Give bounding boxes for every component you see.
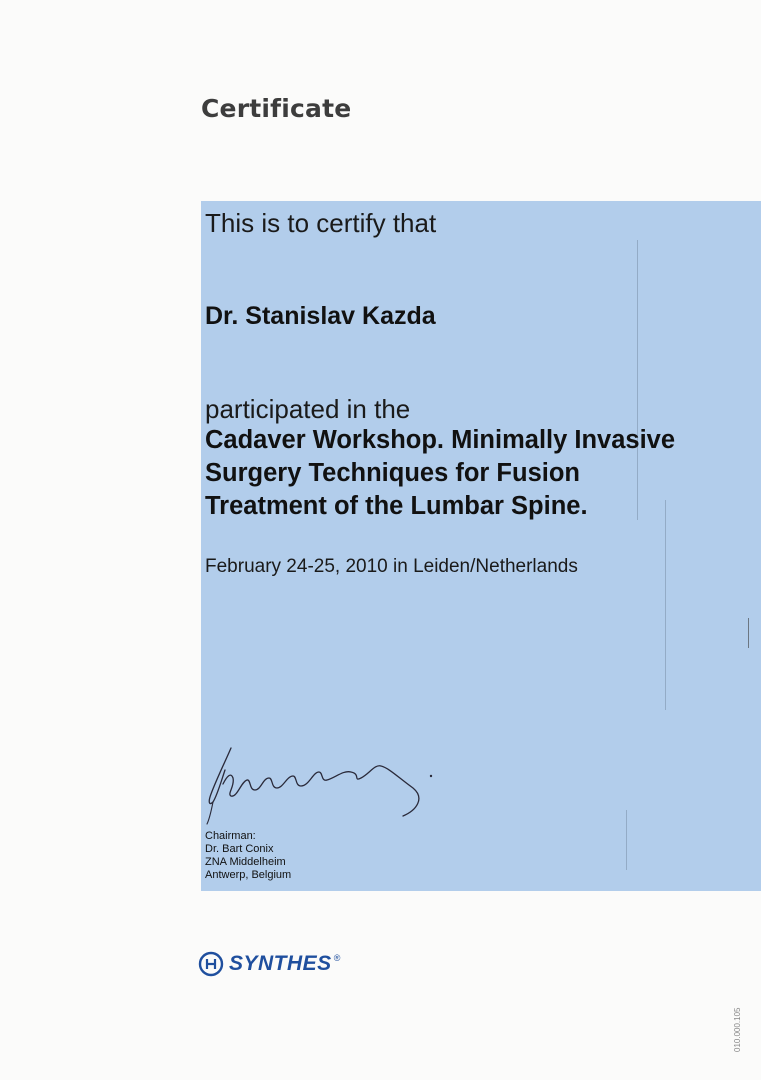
course-title-line: Surgery Techniques for Fusion — [205, 459, 580, 487]
participated-text: participated in the — [205, 394, 411, 424]
paper-crease — [665, 500, 666, 710]
course-title-line: Cadaver Workshop. Minimally Invasive — [205, 426, 676, 454]
document-number: 010.000.105 — [733, 1007, 742, 1052]
certificate-heading: Certificate — [201, 94, 352, 123]
recipient-name: Dr. Stanislav Kazda — [205, 302, 436, 330]
chairman-signature — [203, 742, 443, 827]
chairman-institution: ZNA Middelheim — [205, 856, 286, 868]
paper-crease — [748, 618, 749, 648]
synthes-logo — [198, 951, 340, 977]
chairman-location: Antwerp, Belgium — [205, 869, 292, 881]
chairman-role: Chairman: — [205, 830, 256, 842]
course-title-line: Treatment of the Lumbar Spine. — [205, 492, 588, 520]
registered-mark: ® — [333, 953, 341, 963]
paper-crease — [626, 810, 627, 870]
logo-wordmark: SYNTHES — [229, 952, 332, 975]
event-date-location: February 24-25, 2010 in Leiden/Netherlands — [205, 556, 578, 577]
certify-intro-text: This is to certify that — [205, 208, 437, 238]
synthes-logo-icon — [198, 951, 224, 977]
chairman-block — [205, 830, 291, 882]
chairman-name: Dr. Bart Conix — [205, 843, 274, 855]
course-title — [205, 424, 675, 523]
